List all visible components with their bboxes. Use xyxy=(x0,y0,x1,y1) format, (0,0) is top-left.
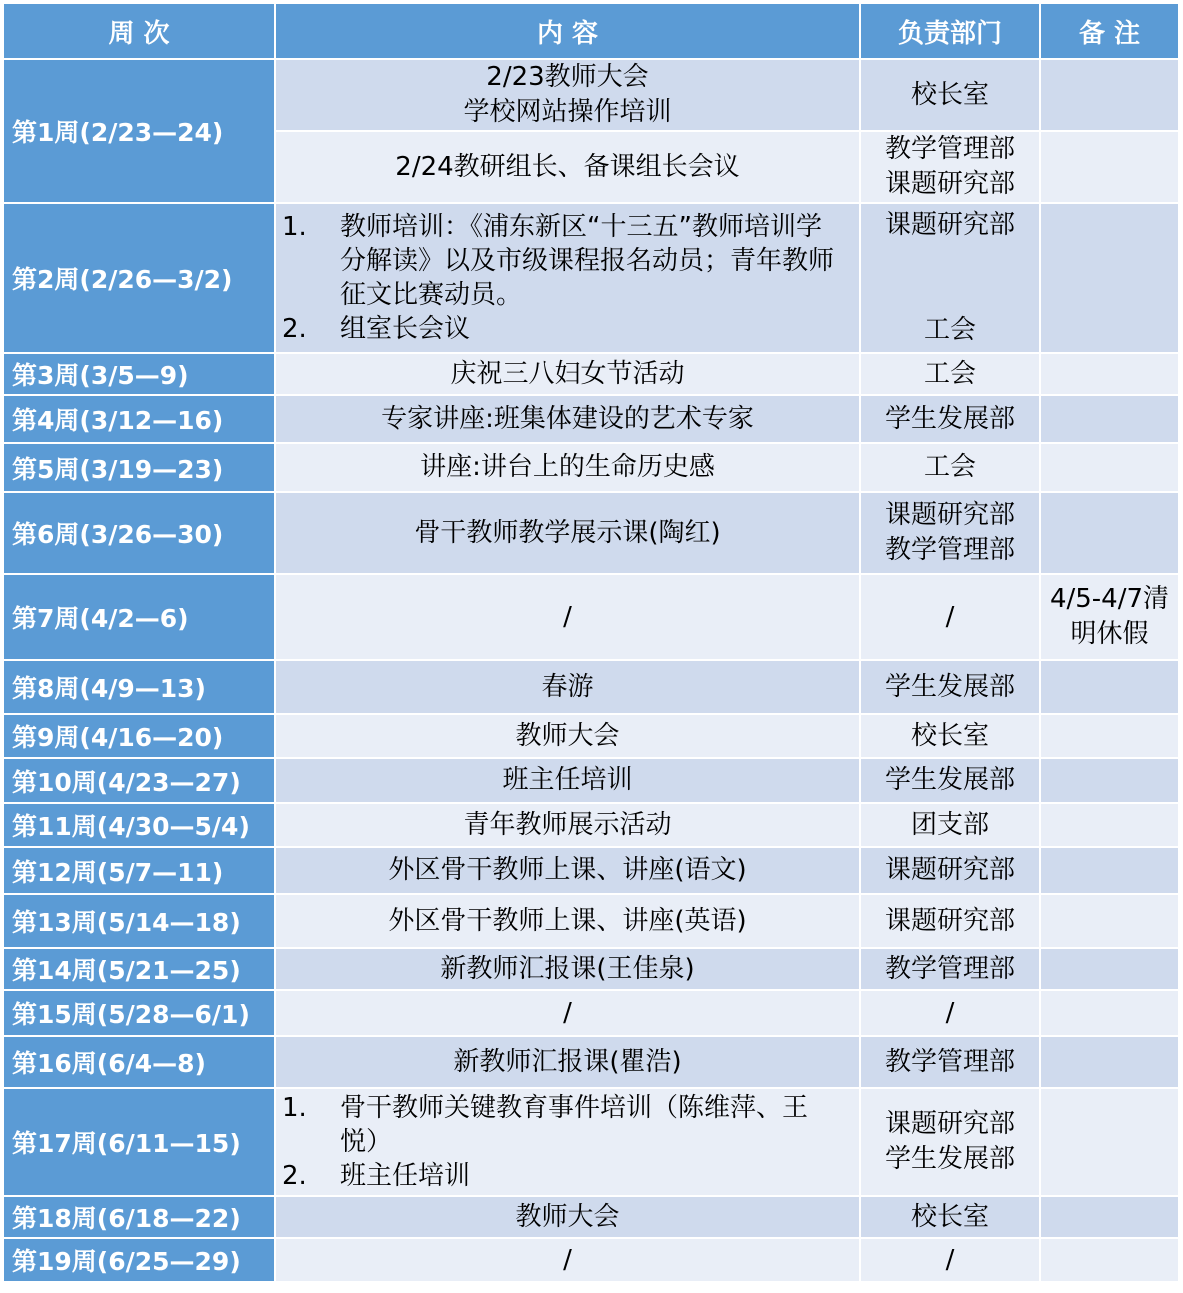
week-cell: 第14周(5/21—25) xyxy=(3,948,275,990)
note-cell xyxy=(1040,203,1179,353)
week-cell: 第7周(4/2—6) xyxy=(3,574,275,660)
header-dept: 负责部门 xyxy=(860,3,1040,59)
content-cell xyxy=(275,1088,860,1196)
week-cell: 第5周(3/19—23) xyxy=(3,443,275,492)
content-line: 2/23教师大会 xyxy=(486,62,649,92)
week-cell: 第8周(4/9—13) xyxy=(3,660,275,714)
list-number: 2. xyxy=(282,314,307,344)
note-cell xyxy=(1040,492,1179,574)
content-cell: 外区骨干教师上课、讲座(语文) xyxy=(275,847,860,894)
content-cell: 新教师汇报课(王佳泉) xyxy=(275,948,860,990)
week-cell: 第6周(3/26—30) xyxy=(3,492,275,574)
table-row xyxy=(3,894,1179,948)
dept-cell: 团支部 xyxy=(860,803,1040,847)
list-number: 1. xyxy=(282,1093,307,1123)
list-text: 教师培训：《浦东新区“十三五”教师培训学分解读》以及市级课程报名动员；青年教师征文比赛动员。 xyxy=(340,212,835,310)
table-row xyxy=(3,803,1179,847)
note-cell xyxy=(1040,894,1179,948)
dept-line: 课题研究部 xyxy=(884,169,1015,199)
week-cell: 第9周(4/16—20) xyxy=(3,714,275,758)
content-cell: 庆祝三八妇女节活动 xyxy=(275,353,860,395)
week-cell: 第10周(4/23—27) xyxy=(3,758,275,803)
table-row xyxy=(3,660,1179,714)
week-cell: 第18周(6/18—22) xyxy=(3,1196,275,1238)
content-cell: / xyxy=(275,990,860,1036)
table-row xyxy=(3,59,1179,131)
note-cell xyxy=(1040,59,1179,131)
dept-cell: 工会 xyxy=(860,353,1040,395)
list-item xyxy=(282,1159,845,1193)
list-number: 2. xyxy=(282,1161,307,1191)
content-cell: 班主任培训 xyxy=(275,758,860,803)
table-row xyxy=(3,714,1179,758)
content-cell: 专家讲座:班集体建设的艺术专家 xyxy=(275,395,860,443)
dept-cell: 教学管理部 xyxy=(860,948,1040,990)
content-cell: 教师大会 xyxy=(275,1196,860,1238)
note-cell xyxy=(1040,948,1179,990)
dept-line: 学生发展部 xyxy=(884,1144,1015,1174)
table-row xyxy=(3,758,1179,803)
table-row xyxy=(3,948,1179,990)
dept-cell: / xyxy=(860,990,1040,1036)
dept-line: 工会 xyxy=(923,315,976,345)
week-cell: 第19周(6/25—29) xyxy=(3,1238,275,1282)
table-row xyxy=(3,203,1179,353)
week-cell: 第17周(6/11—15) xyxy=(3,1088,275,1196)
table-row xyxy=(3,1036,1179,1088)
note-cell xyxy=(1040,990,1179,1036)
content-cell: 春游 xyxy=(275,660,860,714)
header-week: 周 次 xyxy=(3,3,275,59)
dept-cell xyxy=(860,131,1040,203)
dept-line: 课题研究部 xyxy=(884,1109,1015,1139)
header-note: 备 注 xyxy=(1040,3,1179,59)
note-cell xyxy=(1040,803,1179,847)
dept-cell: 校长室 xyxy=(860,59,1040,131)
note-cell xyxy=(1040,758,1179,803)
note-cell xyxy=(1040,1088,1179,1196)
content-cell: 青年教师展示活动 xyxy=(275,803,860,847)
dept-line: 教学管理部 xyxy=(884,134,1015,164)
dept-line: 课题研究部 xyxy=(884,210,1015,240)
content-cell: 骨干教师教学展示课(陶红) xyxy=(275,492,860,574)
list-text: 班主任培训 xyxy=(340,1161,471,1191)
dept-cell: 校长室 xyxy=(860,1196,1040,1238)
content-cell: / xyxy=(275,574,860,660)
note-cell xyxy=(1040,714,1179,758)
note-cell: 4/5-4/7清明休假 xyxy=(1040,574,1179,660)
table-row xyxy=(3,443,1179,492)
week-cell: 第2周(2/26—3/2) xyxy=(3,203,275,353)
content-cell: 2/24教研组长、备课组长会议 xyxy=(275,131,860,203)
dept-cell: / xyxy=(860,574,1040,660)
dept-line: 课题研究部 xyxy=(884,500,1015,530)
list-text: 骨干教师关键教育事件培训（陈维萍、王悦） xyxy=(340,1093,809,1157)
table-row xyxy=(3,1088,1179,1196)
list-item xyxy=(282,210,845,312)
list-item xyxy=(282,312,845,346)
header-content: 内 容 xyxy=(275,3,860,59)
note-cell xyxy=(1040,131,1179,203)
table-row xyxy=(3,574,1179,660)
content-cell xyxy=(275,203,860,353)
content-cell: 新教师汇报课(瞿浩) xyxy=(275,1036,860,1088)
dept-cell xyxy=(860,203,1040,353)
note-cell xyxy=(1040,847,1179,894)
content-cell: 讲座:讲台上的生命历史感 xyxy=(275,443,860,492)
content-cell: / xyxy=(275,1238,860,1282)
table-row xyxy=(3,492,1179,574)
week-cell: 第4周(3/12—16) xyxy=(3,395,275,443)
dept-cell: 校长室 xyxy=(860,714,1040,758)
week-cell: 第16周(6/4—8) xyxy=(3,1036,275,1088)
dept-cell: 课题研究部 xyxy=(860,894,1040,948)
table-row xyxy=(3,1196,1179,1238)
header-row xyxy=(3,3,1179,59)
dept-line: 教学管理部 xyxy=(884,535,1015,565)
content-cell: 教师大会 xyxy=(275,714,860,758)
table-row xyxy=(3,847,1179,894)
dept-cell xyxy=(860,492,1040,574)
dept-cell: 学生发展部 xyxy=(860,660,1040,714)
note-cell xyxy=(1040,1036,1179,1088)
week-cell: 第11周(4/30—5/4) xyxy=(3,803,275,847)
list-item xyxy=(282,1091,845,1159)
dept-cell: 教学管理部 xyxy=(860,1036,1040,1088)
week-cell: 第15周(5/28—6/1) xyxy=(3,990,275,1036)
list-number: 1. xyxy=(282,212,307,242)
dept-cell: 学生发展部 xyxy=(860,758,1040,803)
schedule-table xyxy=(2,2,1180,1283)
week-cell: 第13周(5/14—18) xyxy=(3,894,275,948)
note-cell xyxy=(1040,443,1179,492)
dept-cell xyxy=(860,1088,1040,1196)
table-row xyxy=(3,395,1179,443)
note-cell xyxy=(1040,395,1179,443)
content-line: 学校网站操作培训 xyxy=(463,97,672,127)
note-cell xyxy=(1040,660,1179,714)
table-row xyxy=(3,353,1179,395)
content-cell xyxy=(275,59,860,131)
note-cell xyxy=(1040,353,1179,395)
dept-cell: 学生发展部 xyxy=(860,395,1040,443)
week-cell: 第12周(5/7—11) xyxy=(3,847,275,894)
note-cell xyxy=(1040,1238,1179,1282)
content-cell: 外区骨干教师上课、讲座(英语) xyxy=(275,894,860,948)
note-cell xyxy=(1040,1196,1179,1238)
table-row xyxy=(3,1238,1179,1282)
table-row xyxy=(3,990,1179,1036)
dept-cell: / xyxy=(860,1238,1040,1282)
week-cell: 第1周(2/23—24) xyxy=(3,59,275,203)
list-text: 组室长会议 xyxy=(340,314,471,344)
week-cell: 第3周(3/5—9) xyxy=(3,353,275,395)
dept-cell: 工会 xyxy=(860,443,1040,492)
dept-cell: 课题研究部 xyxy=(860,847,1040,894)
